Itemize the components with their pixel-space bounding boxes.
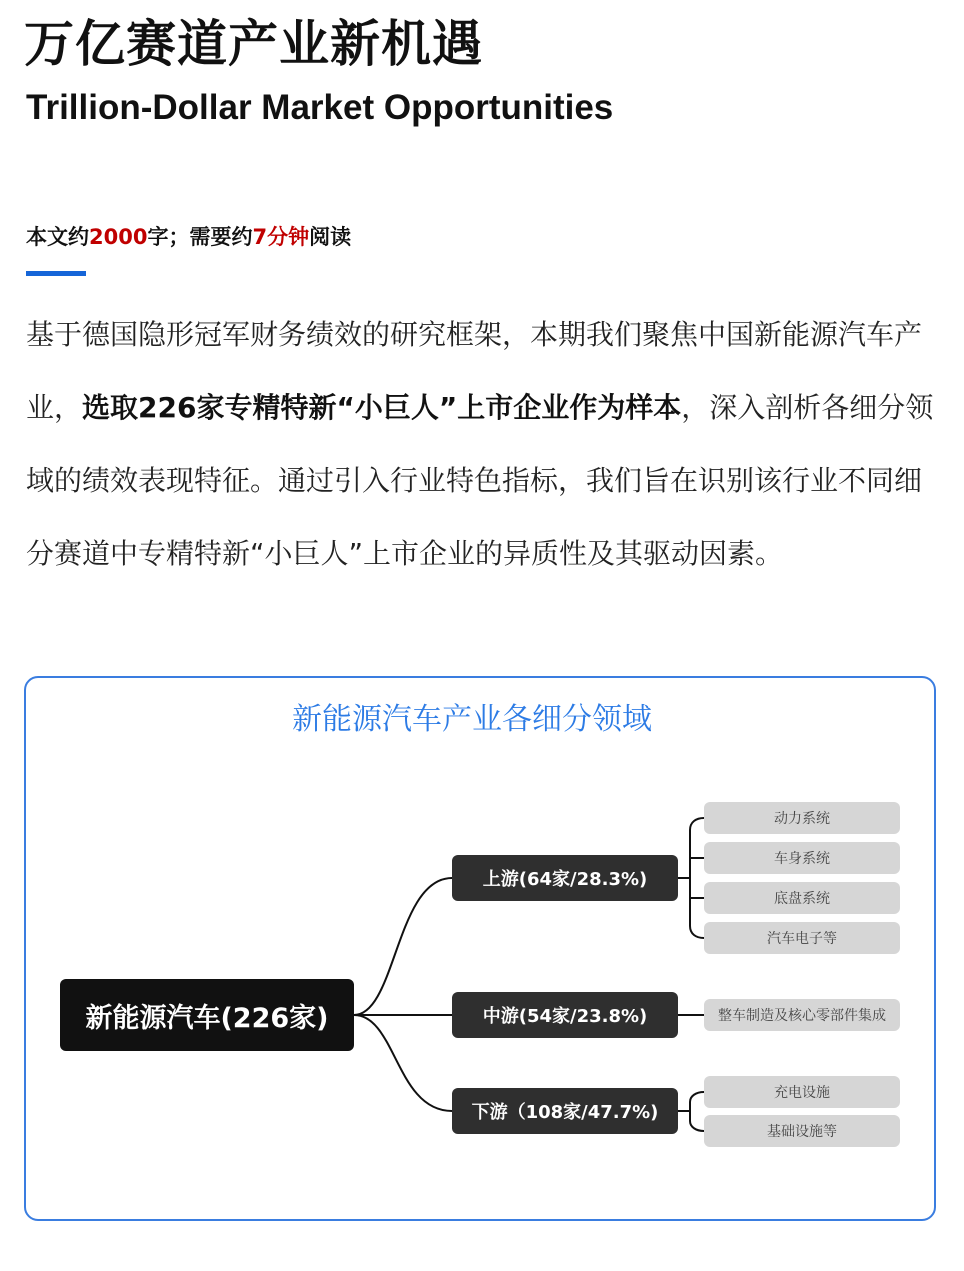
diagram-title: 新能源汽车产业各细分领域 (292, 702, 652, 737)
leaf-chassis-system: 底盘系统 (704, 882, 900, 914)
reading-info-middle: 字；需要约 (147, 225, 253, 249)
leaf-power-system: 动力系统 (704, 802, 900, 834)
diagram-card (24, 676, 936, 1221)
intro-text-end: ，深入剖析各细分领域的绩效表现特征。通过引入行业特色指标，我们旨在识别该行业不同细分赛道中专精特新“小巨人”上市企业的异质性及其驱动因素。 (26, 391, 934, 570)
word-count: 2000 (89, 225, 148, 249)
node-root: 新能源汽车(226家) (60, 979, 354, 1051)
page-subtitle: Trillion-Dollar Market Opportunities (26, 88, 614, 127)
bracket-upstream (690, 818, 704, 938)
connector-root-downstream (354, 1015, 452, 1111)
reading-info-suffix: 阅读 (309, 225, 352, 249)
reading-info-prefix: 本文约 (26, 225, 89, 249)
leaf-charging-facilities: 充电设施 (704, 1076, 900, 1108)
reading-info (26, 223, 351, 251)
bracket-downstream (690, 1092, 704, 1131)
accent-divider (26, 271, 86, 276)
node-midstream: 中游(54家/23.8%) (452, 992, 678, 1038)
intro-text-start: 基于德国隐形冠军财务绩效的研究框架，本期我们聚焦中国新能源汽车产业， (26, 318, 923, 424)
node-upstream: 上游(64家/28.3%) (452, 855, 678, 901)
intro-paragraph (26, 298, 938, 590)
leaf-body-system: 车身系统 (704, 842, 900, 874)
connector-root-upstream (354, 878, 452, 1015)
leaf-infrastructure: 基础设施等 (704, 1115, 900, 1147)
intro-text-bold: 选取226家专精特新“小巨人”上市企业作为样本 (82, 391, 682, 424)
page-title: 万亿赛道产业新机遇 (24, 15, 483, 73)
reading-time: 7分钟 (252, 225, 310, 249)
node-downstream: 下游（108家/47.7%) (452, 1088, 678, 1134)
leaf-vehicle-manufacturing: 整车制造及核心零部件集成 (704, 999, 900, 1031)
leaf-automotive-electronics: 汽车电子等 (704, 922, 900, 954)
